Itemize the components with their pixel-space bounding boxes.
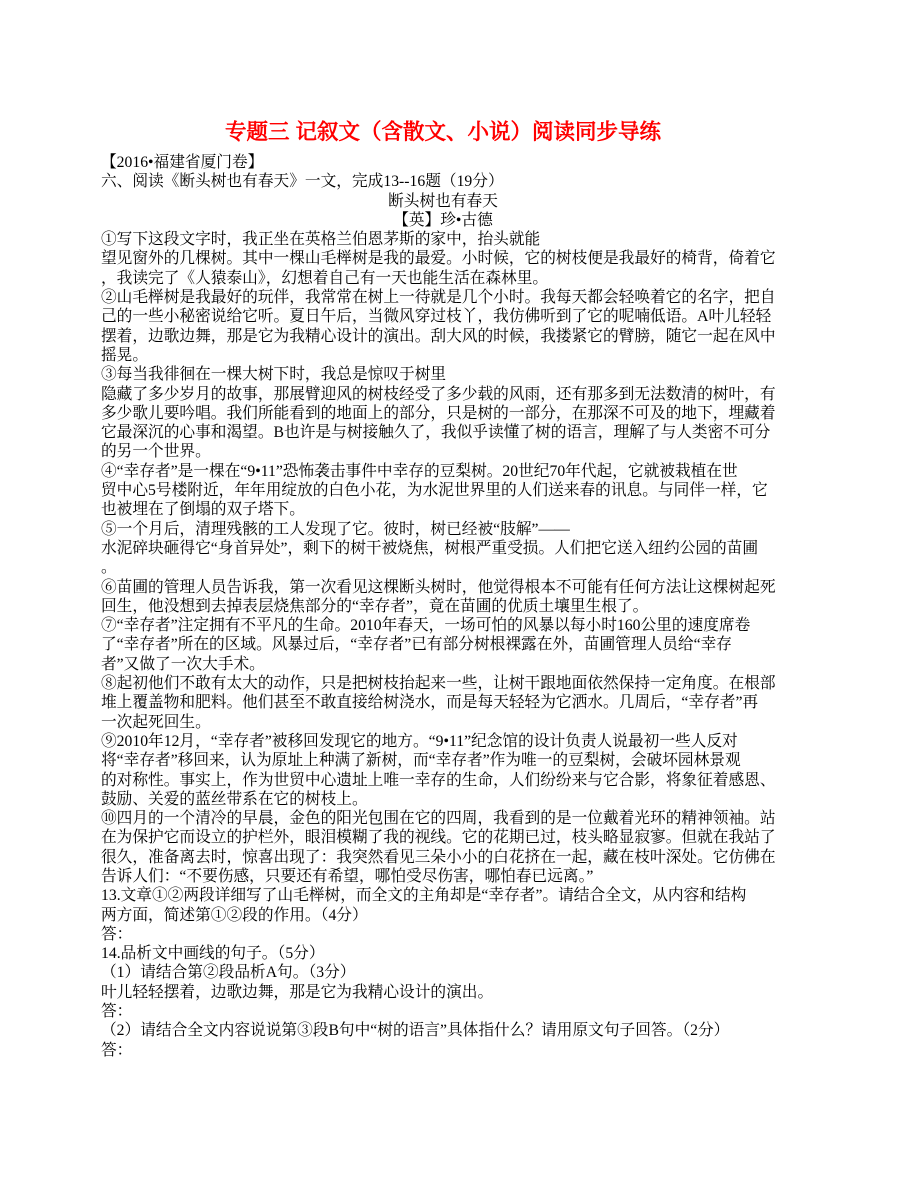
text-line: ⑩四月的一个清冷的早晨，金色的阳光包围在它的四周，我看到的是一位戴着光环的精神领袖。站: [101, 810, 776, 828]
text-line: 答：: [101, 1041, 133, 1059]
text-line: 的另一个世界。: [101, 443, 211, 461]
text-line: 望见窗外的几棵树。其中一棵山毛榉树是我的最爱。小时候，它的树枝便是我最好的椅背，倚着它: [101, 250, 776, 268]
text-line: 隐藏了多少岁月的故事，那展臂迎风的树枝经受了多少载的风雨，还有那多到无法数清的树叶，有: [101, 385, 776, 403]
text-line: ⑥苗圃的管理人员告诉我，第一次看见这棵断头树时，他觉得根本不可能有任何方法让这棵树起死: [101, 578, 776, 596]
text-line: 答：: [101, 1003, 133, 1021]
text-line: 水泥碎块砸得它“身首异处”，剩下的树干被烧焦，树根严重受损。人们把它送入纽约公园的苗圃: [101, 539, 759, 557]
text-line: 回生，他没想到去掉表层烧焦部分的“幸存者”，竟在苗圃的优质土壤里生根了。: [101, 597, 649, 615]
text-line: ④“幸存者”是一棵在“9•11”恐怖袭击事件中幸存的豆梨树。20世纪70年代起，它就被栽植在世: [101, 462, 738, 480]
centered-text-line: 【英】珍•古德: [393, 211, 493, 229]
text-line: 的对称性。事实上，作为世贸中心遗址上唯一幸存的生命，人们纷纷来与它合影，将象征着感恩、: [101, 771, 776, 789]
text-line: 贸中心5号楼附近，年年用绽放的白色小花，为水泥世界里的人们送来春的讯息。与同伴一样，它: [101, 482, 768, 500]
text-line: ⑨2010年12月，“幸存者”被移回发现它的地方。“9•11”纪念馆的设计负责人说最初一些人反对: [101, 732, 738, 750]
text-line: 13.文章①②两段详细写了山毛榉树，而全文的主角却是“幸存者”。请结合全文，从内容和结构: [101, 887, 747, 905]
text-line: 14.品析文中画线的句子。（5分）: [101, 945, 325, 963]
text-line: （1）请结合第②段品析A句。（3分）: [101, 964, 356, 982]
text-line: 两方面，简述第①②段的作用。（4分）: [101, 906, 368, 924]
text-line: 了“幸存者”所在的区域。风暴过后，“幸存者”已有部分树根裸露在外，苗圃管理人员给“幸存: [101, 636, 732, 654]
text-line: 一次起死回生。: [101, 713, 211, 731]
text-line: 鼓励、关爱的蓝丝带系在它的树枝上。: [101, 790, 368, 808]
text-line: （2）请结合全文内容说说第③段B句中“树的语言”具体指什么？请用原文句子回答。（2分）: [101, 1022, 730, 1040]
text-line: 也被埋在了倒塌的双子塔下。: [101, 501, 305, 519]
text-line: 告诉人们：“不要伤感，只要还有希望，哪怕受尽伤害，哪怕春已远离。”: [101, 867, 594, 885]
text-line: 堆上覆盖物和肥料。他们甚至不敢直接给树浇水，而是每天轻轻为它洒水。几周后，“幸存者”再: [101, 694, 759, 712]
text-line: ⑤一个月后，清理残骸的工人发现了它。彼时，树已经被“肢解”——: [101, 520, 570, 538]
text-line: 在为保护它而设立的护栏外，眼泪模糊了我的视线。它的花期已过，枝头略显寂寥。但就在我站了: [101, 829, 776, 847]
text-line: 六、阅读《断头树也有春天》一文，完成13--16题（19分）: [101, 173, 504, 191]
text-line: 摆着，边歌边舞，那是它为我精心设计的演出。刮大风的时候，我搂紧它的臂膀，随它一起在风中: [101, 327, 776, 345]
text-line: 。: [101, 559, 117, 577]
text-line: ，我读完了《人猿泰山》，幻想着自己有一天也能生活在森林里。: [101, 269, 549, 287]
text-line: 摇晃。: [101, 346, 149, 364]
text-line: ③每当我徘徊在一棵大树下时，我总是惊叹于树里: [101, 366, 447, 384]
text-line: ⑧起初他们不敢有太大的动作，只是把树枝抬起来一些，让树干跟地面依然保持一定角度。在根部: [101, 675, 776, 693]
centered-text-line: 断头树也有春天: [388, 192, 498, 210]
text-line: ②山毛榉树是我最好的玩伴，我常常在树上一待就是几个小时。我每天都会轻唤着它的名字，把自: [101, 289, 776, 307]
text-line: 者”又做了一次大手术。: [101, 655, 265, 673]
text-line: ⑦“幸存者”注定拥有不平凡的生命。2010年春天，一场可怕的风暴以每小时160公里的速度席卷: [101, 617, 751, 635]
document-page: [101, 119, 785, 1060]
page-title: 专题三 记叙文（含散文、小说）阅读同步导练: [225, 120, 661, 144]
text-line: 叶儿轻轻摆着，边歌边舞，那是它为我精心设计的演出。: [101, 983, 494, 1001]
text-line: 很久，准备离去时，惊喜出现了：我突然看见三朵小小的白花挤在一起，藏在枝叶深处。它仿佛在: [101, 848, 776, 866]
text-line: 它最深沉的心事和渴望。B也许是与树接触久了，我似乎读懂了树的语言，理解了与人类密不可分: [101, 424, 771, 442]
text-line: 答：: [101, 925, 133, 943]
text-line: 多少歌儿要吟唱。我们所能看到的地面上的部分，只是树的一部分，在那深不可及的地下，埋藏着: [101, 404, 776, 422]
text-line: 己的一些小秘密说给它听。夏日午后，当微风穿过枝丫，我仿佛听到了它的呢喃低语。A叶儿轻轻: [101, 308, 772, 326]
text-line: ①写下这段文字时，我正坐在英格兰伯恩茅斯的家中，抬头就能: [101, 231, 541, 249]
text-line: 将“幸存者”移回来，认为原址上种满了新树，而“幸存者”作为唯一的豆梨树，会破坏园林景观: [101, 752, 741, 770]
text-line: 【2016•福建省厦门卷】: [101, 154, 264, 171]
